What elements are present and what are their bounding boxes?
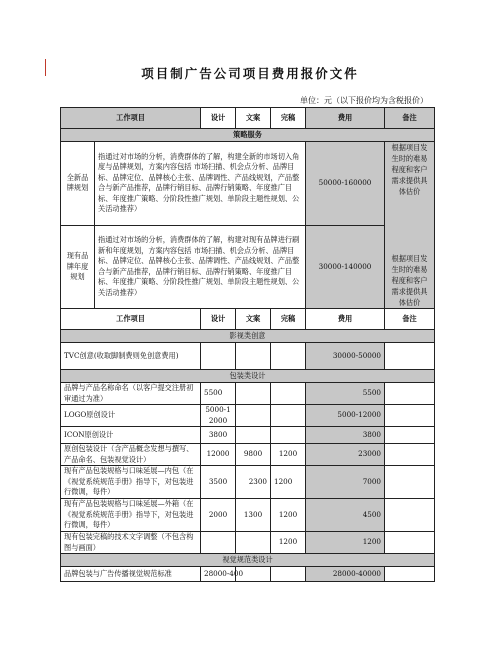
document-title: 项目制广告公司项目费用报价文件 bbox=[141, 66, 359, 81]
quotation-table bbox=[60, 107, 435, 582]
col-fee-header: 费用 bbox=[306, 108, 385, 129]
header-row: 工作项目 设计 文案 完稿 费用 备注 bbox=[61, 309, 435, 330]
table-row: 品牌与产品名称命名（以客户提交注册初审通过为准） 5500 5500 bbox=[61, 383, 435, 405]
table-row: 现有产品包装规格与口味延展—外箱（在《视觉系统规范手册》指导下，对包装进行微调，每件） 2000 1300 1200 4500 bbox=[61, 499, 435, 532]
table-row: LOGO原创设计 5000-12000 5000-12000 bbox=[61, 405, 435, 427]
row-fee: 50000-160000 bbox=[306, 142, 385, 226]
unit-note: 单位：元（以下报价均为含税报价） bbox=[300, 96, 428, 105]
col-final-header: 完稿 bbox=[271, 108, 306, 129]
section-packaging: 包装类设计 bbox=[61, 370, 435, 383]
row-description: 指通过对市场的分析，消费群体的了解，构建对现有品牌进行刷新和年度规划，方案内容包括 市场扫描、机会点分析、品牌目标、品牌定位、品牌核心主张、品牌调性、产品线规划、产品整合与新产品推荐，品牌行销目标、品牌行销策略、年度推广目标、年度推广策略、分阶段性推广规划、单阶段主题性规划、公关活动推荐） bbox=[95, 225, 306, 309]
section-video: 影视类创意 bbox=[61, 330, 435, 343]
row-description: 指通过对市场的分析，消费群体的了解，构建全新的市场切入角度与品牌规划，方案内容包括 市场扫描、机会点分析、品牌目标、品牌定位、品牌核心主张、品牌调性、产品线规划，产品整合与新产品推荐，品牌行销目标、品牌行销策略、年度推广目标、年度推广策略、分阶段性推广规划、单阶段主题性规划、公关活动推荐） bbox=[95, 142, 306, 226]
table-row bbox=[61, 142, 435, 226]
col-copy-header: 文案 bbox=[236, 108, 271, 129]
table-row: 现有产品包装规格与口味延展—内包（在《视觉系统规范手册》指导下，对包装进行微调，每件） 3500 2300 1200 7000 bbox=[61, 466, 435, 499]
table-row: 原创包装设计（含产品概念发想与撰写、产品命名、包装视觉设计） 12000 9800 1200 23000 bbox=[61, 444, 435, 466]
row-note: 根据项目发生时的难易程度和客户需求提供具体估价 根据项目发生时的难易程度和客户需求提供具体估价 bbox=[385, 142, 435, 309]
section-strategy: 策略服务 bbox=[61, 129, 435, 142]
col-item-header: 工作项目 bbox=[61, 108, 201, 129]
col-design-header: 设计 bbox=[201, 108, 236, 129]
table-row: ICON原创设计 3800 3800 bbox=[61, 427, 435, 444]
row-name: 现有品牌年度规划 bbox=[61, 225, 95, 309]
section-visual: 视觉规范类设计 bbox=[61, 554, 435, 567]
table-row: 品牌包装与广告传播视觉规范标准 28000-400 28000-40000 bbox=[61, 567, 435, 582]
row-name: 全新品牌规划 bbox=[61, 142, 95, 226]
col-note-header: 备注 bbox=[385, 108, 435, 129]
table-row bbox=[61, 225, 435, 309]
table-row: 现有包装完稿的技术文字调整（不包含构图与画面） 1200 1200 bbox=[61, 532, 435, 554]
header-row bbox=[61, 108, 435, 129]
table-row: TVC创意(收取脚制费则免创意费用) 30000-50000 bbox=[61, 343, 435, 370]
row-fee: 30000-140000 bbox=[306, 225, 385, 309]
